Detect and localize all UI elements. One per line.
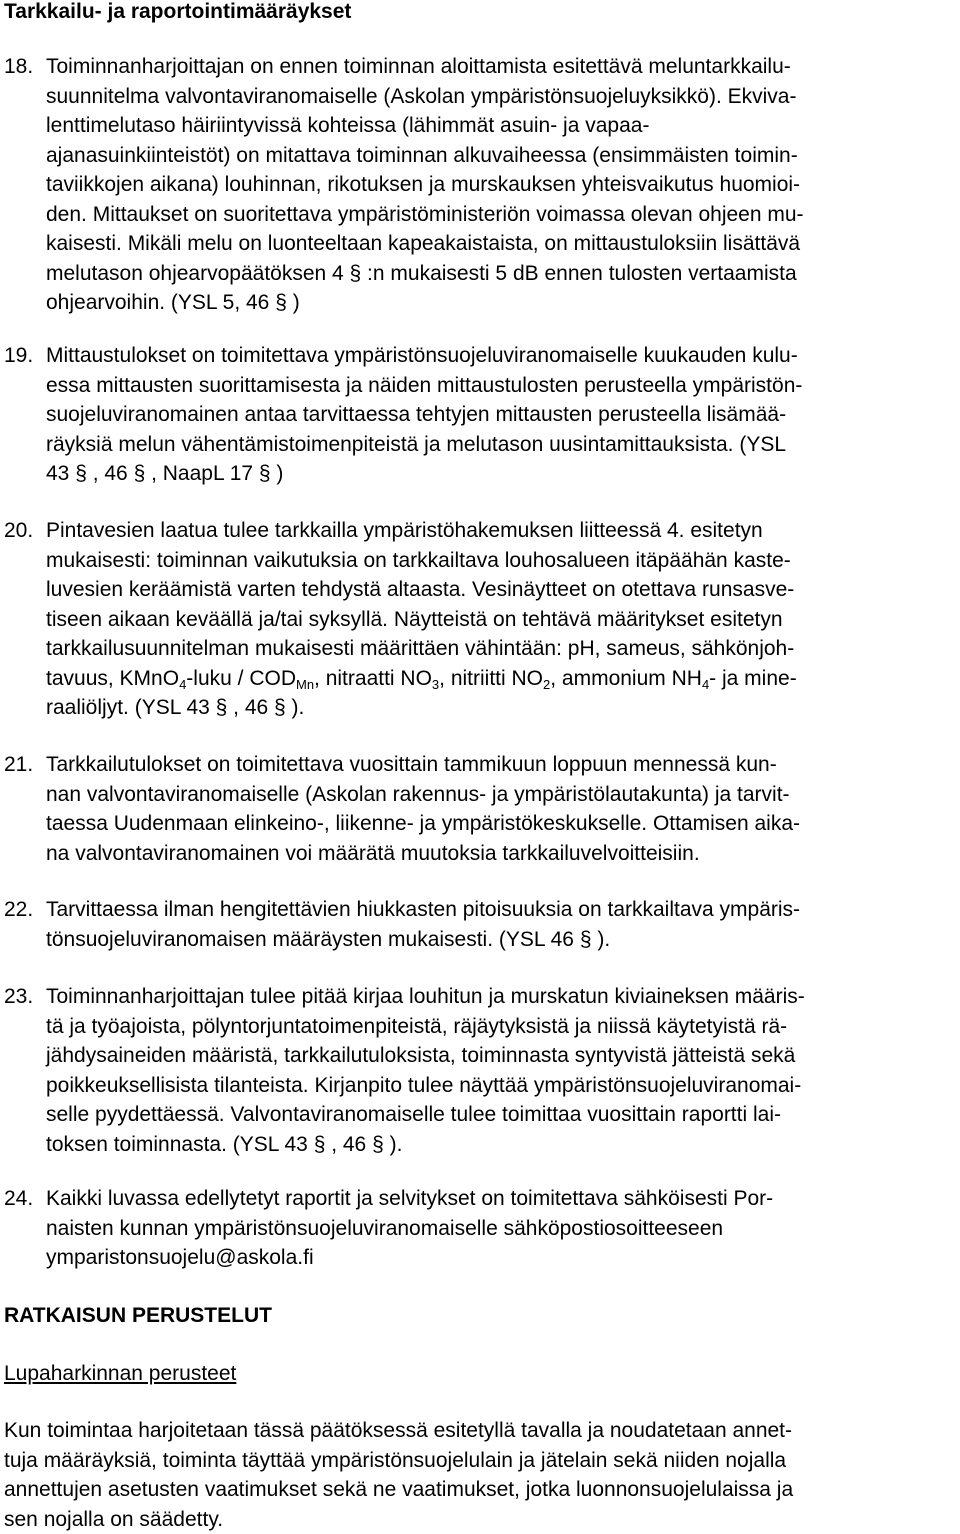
section-title: Tarkkailu- ja raportointimääräykset [4, 0, 351, 24]
text-line: essa mittausten suorittamisesta ja näiden mittaustulosten perusteella ympäristön- [46, 371, 952, 401]
list-item-19 [4, 341, 952, 489]
text-line: selle pyydettäessä. Valvontaviranomaiselle tulee toimittaa vuosittain raportti lai- [46, 1100, 952, 1130]
text-line: kaisesti. Mikäli melu on luonteeltaan kapeakaistaista, on mittaustuloksiin lisättävä [46, 229, 952, 259]
text-line: Tarvittaessa ilman hengitettävien hiukkasten pitoisuuksia on tarkkailtava ympäris- [46, 895, 952, 925]
text-line: annettujen asetusten vaatimukset sekä ne vaatimukset, jotka luonnonsuojelulaissa ja [4, 1475, 793, 1505]
list-item-22 [4, 895, 952, 954]
text-line: Toiminnanharjoittajan on ennen toiminnan aloittamista esitettävä meluntarkkailu- [46, 52, 952, 82]
text-line: sen nojalla on säädetty. [4, 1505, 793, 1534]
text-line: nan valvontaviranomaiselle (Askolan rakennus- ja ympäristölautakunta) ja tarvit- [46, 780, 952, 810]
ratkaisun-perustelut-heading: RATKAISUN PERUSTELUT [4, 1301, 272, 1330]
text-line: Toiminnanharjoittajan tulee pitää kirjaa louhitun ja murskatun kiviaineksen määris- [46, 982, 952, 1012]
text-line: toksen toiminnasta. (YSL 43 § , 46 § ). [46, 1130, 952, 1160]
email-link[interactable]: ymparistonsuojelu@askola.fi [46, 1243, 952, 1273]
item-number: 21. [4, 750, 33, 780]
list-item-18 [4, 52, 952, 318]
text-line: tiseen aikaan keväällä ja/tai syksyllä. Näytteistä on tehtävä määritykset esitetyn [46, 605, 952, 635]
list-item-23 [4, 982, 952, 1159]
text-line: den. Mittaukset on suoritettava ympäristöministeriön voimassa olevan ohjeen mu- [46, 200, 952, 230]
text-line: Tarkkailutulokset on toimitettava vuosittain tammikuun loppuun mennessä kun- [46, 750, 952, 780]
text-line: ajanasuinkiinteistöt) on mitattava toiminnan alkuvaiheessa (ensimmäisten toimin- [46, 141, 952, 171]
text-line: taviikkojen aikana) louhinnan, rikotuksen ja murskauksen yhteisvaikutus huomioi- [46, 170, 952, 200]
item-number: 22. [4, 895, 33, 925]
list-item-20 [4, 516, 952, 723]
item-number: 24. [4, 1184, 33, 1214]
text-line: luvesien keräämistä varten tehdystä altaasta. Vesinäytteet on otettava runsasve- [46, 575, 952, 605]
item-number: 20. [4, 516, 33, 546]
text-line: tarkkailusuunnitelman mukaisesti määrittäen vähintään: pH, sameus, sähkönjoh- [46, 634, 952, 664]
text-line: tönsuojeluviranomaisen määräysten mukaisesti. (YSL 46 § ). [46, 925, 952, 955]
text-line: ohjearvoihin. (YSL 5, 46 § ) [46, 288, 952, 318]
text-line: raaliöljyt. (YSL 43 § , 46 § ). [46, 693, 952, 723]
text-line: naisten kunnan ympäristönsuojeluviranomaiselle sähköpostiosoitteeseen [46, 1214, 952, 1244]
subscript: Mn [296, 677, 314, 692]
item-number: 23. [4, 982, 33, 1012]
text-line: Pintavesien laatua tulee tarkkailla ympäristöhakemuksen liitteessä 4. esitetyn [46, 516, 952, 546]
chemistry-line: tavuus, KMnO$_4$-luku / $COD_{Mn}$, nitraatti $NO_3$, nitriitti $NO_2$, ammonium $NH_4-$ ja mine- [46, 664, 952, 694]
text-line: lenttimelutaso häiriintyvissä kohteissa (lähimmät asuin- ja vapaa- [46, 111, 952, 141]
text-line: Kaikki luvassa edellytetyt raportit ja selvitykset on toimitettava sähköisesti Por- [46, 1184, 952, 1214]
text-line: Mittaustulokset on toimitettava ympäristönsuojeluviranomaiselle kuukauden kulu- [46, 341, 952, 371]
item-number: 19. [4, 341, 33, 371]
subscript: 3 [432, 677, 439, 692]
text-line: suojeluviranomainen antaa tarvittaessa tehtyjen mittausten perusteella lisämää- [46, 400, 952, 430]
text-line: melutason ohjearvopäätöksen 4 § :n mukaisesti 5 dB ennen tulosten vertaamista [46, 259, 952, 289]
text-line: na valvontaviranomainen voi määrätä muutoksia tarkkailuvelvoitteisiin. [46, 839, 952, 869]
subscript: 2 [543, 677, 550, 692]
list-item-24 [4, 1184, 952, 1273]
text-line: räyksiä melun vähentämistoimenpiteistä ja melutason uusintamittauksista. (YSL [46, 430, 952, 460]
text-line: mukaisesti: toiminnan vaikutuksia on tarkkailtava louhosalueen itäpäähän kaste- [46, 546, 952, 576]
text-line: tuja määräyksiä, toiminta täyttää ympäristönsuojelulain ja jätelain sekä niiden nojalla [4, 1446, 793, 1476]
subscript: 4 [179, 677, 186, 692]
list-item-21 [4, 750, 952, 868]
text-line: poikkeuksellisista tilanteista. Kirjanpito tulee näyttää ympäristönsuojeluviranomai- [46, 1071, 952, 1101]
final-paragraph [4, 1416, 793, 1534]
text-line: Kun toimintaa harjoitetaan tässä päätöksessä esitetyllä tavalla ja noudatetaan annet- [4, 1416, 793, 1446]
text-line: jähdysaineiden määristä, tarkkailutuloksista, toiminnasta syntyvistä jätteistä sekä [46, 1041, 952, 1071]
text-line: taessa Uudenmaan elinkeino-, liikenne- ja ympäristökeskukselle. Ottamisen aika- [46, 809, 952, 839]
item-number: 18. [4, 52, 33, 82]
subscript: 4 [702, 677, 709, 692]
text-line: suunnitelma valvontaviranomaiselle (Askolan ympäristönsuojeluyksikkö). Ekviva- [46, 82, 952, 112]
text-line: tä ja työajoista, pölyntorjuntatoimenpiteistä, räjäytyksistä ja niissä käytetyistä rä- [46, 1012, 952, 1042]
text-line: 43 § , 46 § , NaapL 17 § ) [46, 459, 952, 489]
lupaharkinnan-perusteet-heading: Lupaharkinnan perusteet [4, 1359, 236, 1388]
